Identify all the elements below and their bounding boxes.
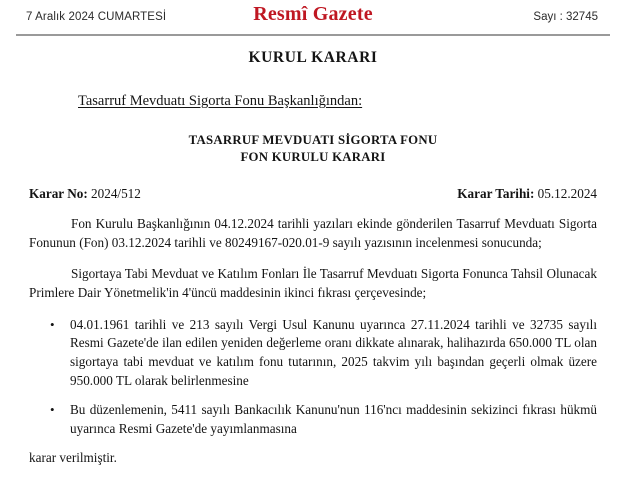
decision-number-value: 2024/512 <box>91 186 141 201</box>
bullet-text-1: 04.01.1961 tarihli ve 213 sayılı Vergi Usul Kanunu uyarınca 27.11.2024 tarihli ve 32735 sayılı Resmi Gazete'de ilan edilen yeniden değerleme oranı dikkate alınarak, halihazırda 650.000 TL olan sigortaya tabi mevduat ve katılım fonu tutarının, 2025 takvim yılı başından geçerli olmak üzere 950.000 TL olarak belirlenmesine <box>70 316 597 388</box>
issuing-authority-text: Tasarruf Mevduatı Sigorta Fonu Başkanlığından: <box>78 93 363 109</box>
decision-date <box>457 186 597 202</box>
decision-number <box>29 186 141 202</box>
body-paragraph-2: Sigortaya Tabi Mevduat ve Katılım Fonları İle Tasarruf Mevduatı Sigorta Fonunca Tahsil Olunacak Primlere Dair Yönetmelik'in 4'üncü maddesinin ikinci fıkrası çerçevesinde; <box>29 266 597 300</box>
section-heading: KURUL KARARI <box>248 49 378 66</box>
bullet-text-2: Bu düzenlemenin, 5411 sayılı Bankacılık Kanunu'nun 116'ncı maddesinin sekizinci fıkrası hükmü uyarınca Resmi Gazete'de yayımlanmasına <box>70 402 597 436</box>
decision-date-value: 05.12.2024 <box>537 186 597 201</box>
list-item <box>29 316 597 390</box>
decision-meta-row <box>0 186 626 202</box>
bullet-icon: • <box>50 316 55 332</box>
list-item <box>29 401 597 438</box>
masthead <box>0 0 626 34</box>
gazette-title: Resmî Gazete <box>253 3 373 25</box>
document-subtitle <box>0 132 626 166</box>
document-subtitle-line-1: TASARRUF MEVDUATI SİGORTA FONU <box>188 133 438 147</box>
bullet-icon: • <box>50 402 55 418</box>
issue-number: Sayı : 32745 <box>533 11 598 23</box>
decision-number-label: Karar No: <box>29 186 88 201</box>
masthead-divider <box>16 34 610 36</box>
closing-statement: karar verilmiştir. <box>29 450 117 466</box>
body-paragraph-1: Fon Kurulu Başkanlığının 04.12.2024 tarihli yazıları ekinde gönderilen Tasarruf Mevduatı Sigorta Fonunun (Fon) 03.12.2024 tarihli ve 80249167-020.01-9 sayılı yazısının incelenmesi sonucunda; <box>29 216 597 250</box>
document-body <box>0 215 626 468</box>
decision-bullet-list <box>29 316 597 439</box>
issuing-authority <box>0 93 626 110</box>
publication-date: 7 Aralık 2024 CUMARTESİ <box>26 11 167 23</box>
decision-date-label: Karar Tarihi: <box>457 186 535 201</box>
document-subtitle-line-2: FON KURULU KARARI <box>240 150 386 164</box>
